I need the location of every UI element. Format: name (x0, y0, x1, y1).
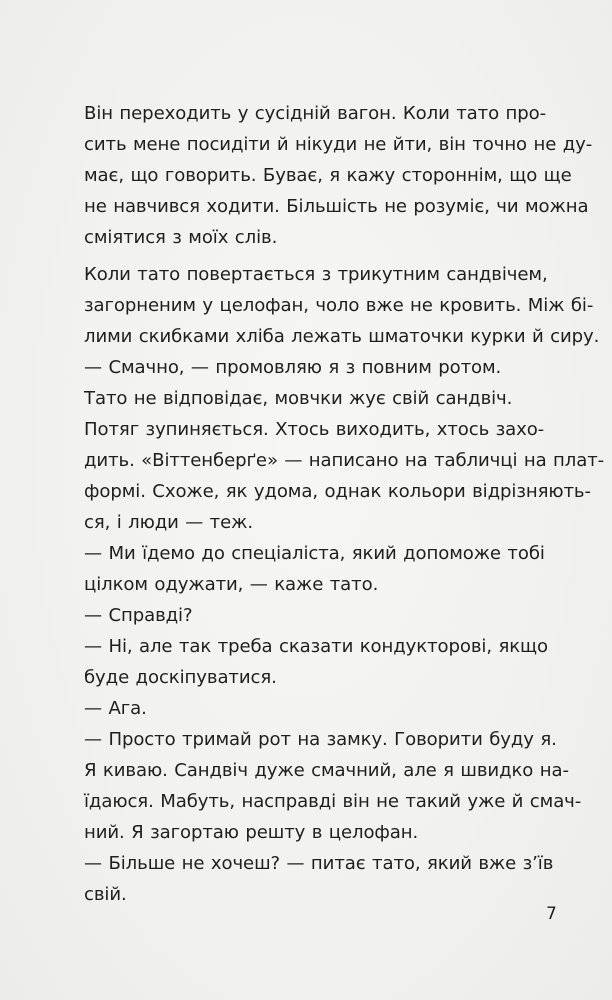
text-line: загорненим у целофан, чоло вже не кровить. Між бі- (84, 295, 594, 316)
text-line: — Просто тримай рот на замку. Говорити буду я. (84, 729, 557, 750)
paragraph (70, 414, 605, 538)
text-line: — Ми їдемо до спеціаліста, який допоможе тобі (84, 543, 545, 564)
text-line: ся, і люди — теж. (84, 512, 253, 533)
text-line: формі. Схоже, як удома, однак кольори відрізняють- (84, 481, 591, 502)
text-line: лими скибками хліба лежать шматочки курки й сиру. (84, 326, 600, 347)
text-line: сить мене посидіти й нікуди не йти, він точно не ду- (84, 134, 593, 155)
text-line: сміятися з моїх слів. (84, 227, 278, 248)
text-line: Він переходить у сусідній вагон. Коли тато про- (84, 103, 547, 124)
text-line: буде доскіпуватися. (84, 667, 277, 688)
text-line: Коли тато повертається з трикутним сандвічем, (84, 264, 548, 285)
paragraph (70, 538, 564, 600)
paragraph (70, 352, 564, 383)
paragraph (70, 631, 564, 693)
paragraph (70, 259, 600, 352)
text-line: свій. (84, 884, 127, 905)
paragraph (70, 98, 593, 253)
paragraph (70, 693, 564, 724)
text-line: — Ага. (84, 698, 147, 719)
text-line: має, що говорить. Буває, я кажу стороннім, що ще (84, 165, 572, 186)
paragraph (70, 755, 582, 848)
paragraph (70, 848, 564, 910)
paragraph (70, 383, 564, 414)
body-text (70, 98, 605, 910)
paragraph (70, 724, 564, 755)
text-line: Потяг зупиняється. Хтось виходить, хтось захо- (84, 419, 545, 440)
page-number: 7 (546, 904, 557, 924)
text-line: Тато не відповідає, мовчки жує свій сандвіч. (84, 388, 513, 409)
text-line: ний. Я загортаю решту в целофан. (84, 822, 419, 843)
paragraph (70, 600, 564, 631)
text-line: Я киваю. Сандвіч дуже смачний, але я швидко на- (84, 760, 569, 781)
text-line: — Справді? (84, 605, 193, 626)
text-line: цілком одужати, — каже тато. (84, 574, 379, 595)
text-line: їдаюся. Мабуть, насправді він не такий уже й смач- (84, 791, 582, 812)
text-line: дить. «Віттенберґе» — написано на табличці на плат- (84, 450, 605, 471)
text-line: — Смачно, — промовляю я з повним ротом. (84, 357, 502, 378)
text-line: — Ні, але так треба сказати кондукторові, якщо (84, 636, 548, 657)
text-line: — Більше не хочеш? — питає тато, який вже з’їв (84, 853, 554, 874)
text-line: не навчився ходити. Більшість не розуміє, чи можна (84, 196, 589, 217)
